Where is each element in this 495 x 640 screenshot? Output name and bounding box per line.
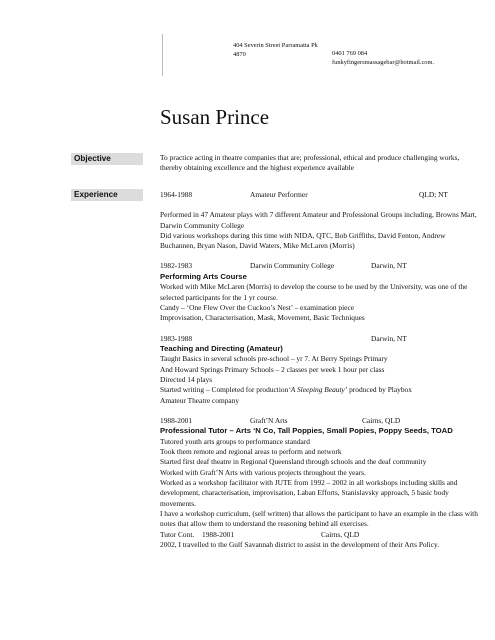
tutor-cont-row xyxy=(160,530,480,540)
entry-location: QLD; NT xyxy=(419,190,448,199)
entry-line: Taught Basics in several schools pre-school – yr 7. At Berry Springs Primary xyxy=(160,354,388,364)
address-line-2: 4870 xyxy=(233,50,246,58)
entry-line: Performed in 47 Amateur plays with 7 different Amateur and Professional Groups including, Browns Mart, Darwin Community College xyxy=(160,210,477,230)
experience-entry-header xyxy=(160,416,480,426)
entry-years: 1988-2001 xyxy=(160,415,193,425)
entry-line: Worked with Mike McLaren (Morris) to develop the course to be used by the University, was one of the selected participants for the 1 yr course. xyxy=(160,282,468,302)
entry-line: Candy – ‘One Flew Over the Cuckoo’s Nest’ – examination piece xyxy=(160,302,355,312)
entry-line xyxy=(160,385,480,395)
experience-entry-header xyxy=(160,334,480,344)
experience-label: Experience xyxy=(71,189,143,201)
entry-location: Cairns, QLD xyxy=(362,415,401,425)
entry-organization: Graft’N Arts xyxy=(250,415,288,425)
entry-organization: Darwin Community College xyxy=(250,261,335,271)
play-title: ‘A Sleeping Beauty’ xyxy=(288,385,348,395)
contact-info xyxy=(332,50,434,67)
entry-line: Worked with Graft’N Arts with various projects throughout the years. xyxy=(160,467,366,477)
entry-location: Darwin, NT xyxy=(371,261,407,271)
candidate-name: Susan Prince xyxy=(160,105,270,129)
address-line-1: 404 Severin Street Parramatta Pk xyxy=(233,42,318,49)
entry-location: Darwin, NT xyxy=(371,333,407,343)
experience-entry-header xyxy=(160,190,480,200)
experience-section xyxy=(160,190,480,550)
entry-years: 1983-1988 xyxy=(160,333,193,343)
tutor-cont-years: 1988-2001 xyxy=(202,529,235,539)
entry-title: Performing Arts Course xyxy=(160,271,247,281)
tutor-cont-label: Tutor Cont. xyxy=(160,529,195,539)
entry-organization: Amateur Performer xyxy=(250,190,308,199)
experience-entry-header xyxy=(160,261,480,271)
objective-text: To practice acting in theatre companies that are; professional, ethical and produce challenging works, thereby obtaining excellence and the highest experience available xyxy=(160,153,460,173)
address xyxy=(233,42,318,59)
writing-suffix: produced by Playbox xyxy=(347,385,412,395)
phone: 0401 769 084 xyxy=(332,50,368,57)
entry-line: Started first deaf theatre in Regional Queensland through schools and the deaf community xyxy=(160,457,427,467)
entry-line: Worked as a workshop facilitator with JUTE from 1992 – 2002 in all workshops including skills and development, characterisation, improvisation, Laban Efforts, Stanislavsky approach, 5 basic body movements. xyxy=(160,478,458,508)
entry-line: Did various workshops during this time with NIDA, QTC, Bob Griffiths, David Fenton, Andrew Buchannen, Bryan Nason, David Waters, Mike McLaren (Morris) xyxy=(160,230,446,251)
entry-line: Directed 14 plays xyxy=(160,375,213,385)
entry-line: I have a workshop curriculum, (self written) that allows the participant to have an example in the class with notes that allow them to understand the reasoning behind all exercises. xyxy=(160,508,478,529)
email: funkyfingersmassagebar@hotmail.com. xyxy=(332,58,435,66)
entry-years: 1982-1983 xyxy=(160,261,193,271)
entry-line: Amateur Theatre company xyxy=(160,395,240,405)
entry-title: Teaching and Directing (Amateur) xyxy=(160,343,283,353)
tutor-cont-location: Cairns, QLD xyxy=(321,529,360,539)
entry-line: 2002, I travelled to the Gulf Savannah district to assist in the development of their Arts Policy. xyxy=(160,539,440,549)
entry-years: 1964-1988 xyxy=(160,190,193,199)
entry-line: And Howard Springs Primary Schools – 2 classes per week 1 hour per class xyxy=(160,364,385,374)
writing-prefix: Started writing – Completed for production xyxy=(160,385,289,395)
entry-line: Tutored youth arts groups to performance standard xyxy=(160,436,310,446)
entry-line: Improvisation, Characterisation, Mask, Movement, Basic Techniques xyxy=(160,313,365,323)
entry-title: Professional Tutor – Arts ‘N Co, Tall Poppies, Small Popies, Poppy Seeds, TOAD xyxy=(160,426,453,436)
header-divider xyxy=(162,34,163,76)
entry-line: Took them remote and regional areas to perform and network xyxy=(160,447,342,457)
objective-label: Objective xyxy=(71,153,143,165)
